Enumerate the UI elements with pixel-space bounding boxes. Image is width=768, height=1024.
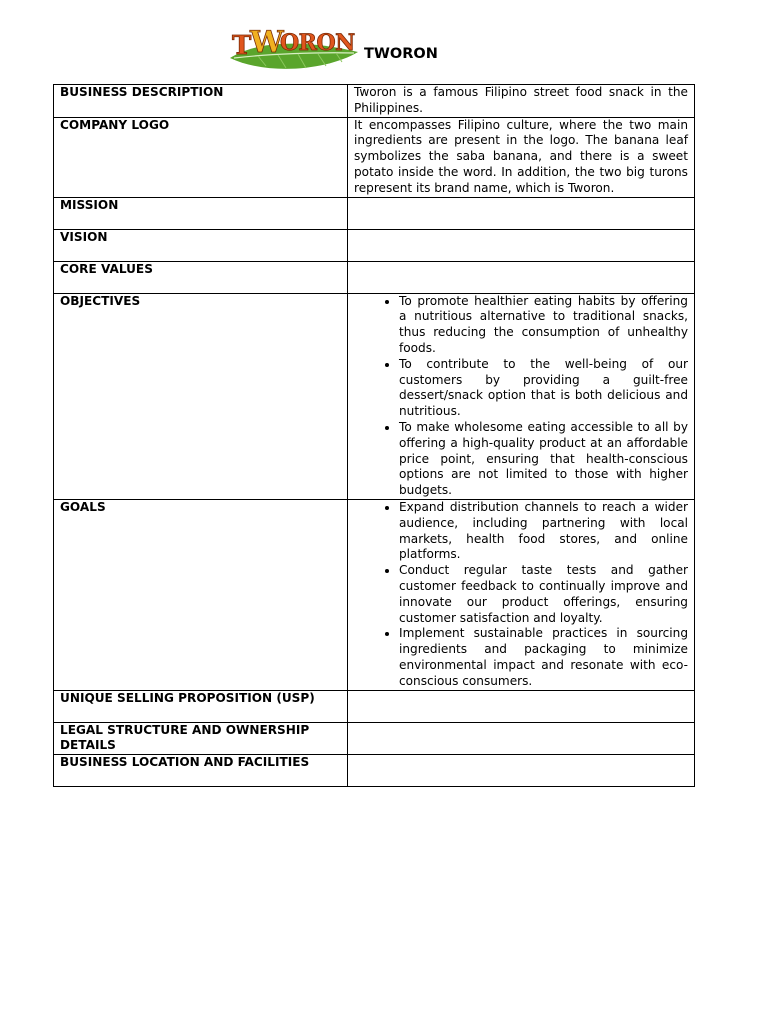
table-row xyxy=(54,755,695,787)
goals-list xyxy=(354,500,688,690)
list-item: • To make wholesome eating accessible to all by offering a high-quality product at an affordable price point, ensuring that health-conscious options are not limited to those with higher budgets. xyxy=(399,420,688,499)
tworon-logo xyxy=(228,14,360,76)
document-header xyxy=(0,0,768,84)
legal-structure-value xyxy=(348,722,695,755)
table-row xyxy=(54,117,695,197)
row-value xyxy=(348,85,695,118)
objectives-list xyxy=(354,294,688,499)
row-label: MISSION xyxy=(54,197,348,229)
table-row xyxy=(54,722,695,755)
svg-text:ORON: ORON xyxy=(280,30,355,56)
svg-text:T: T xyxy=(232,31,251,61)
vision-value xyxy=(348,229,695,261)
list-item: • Conduct regular taste tests and gather customer feedback to continually improve and innovate our product offerings, ensuring customer satisfaction and loyalty. xyxy=(399,563,688,626)
list-item: • Expand distribution channels to reach a wider audience, including partnering with local markets, health food stores, and online platforms. xyxy=(399,500,688,563)
business-description-text: Tworon is a famous Filipino street food snack in the Philippines. xyxy=(354,85,688,115)
row-label: BUSINESS DESCRIPTION xyxy=(54,85,348,118)
svg-text:W: W xyxy=(250,25,284,60)
banana-leaf-logo-icon xyxy=(228,14,360,76)
location-value xyxy=(348,755,695,787)
list-item: • Implement sustainable practices in sourcing ingredients and packaging to minimize environmental impact and resonate with eco-conscious consumers. xyxy=(399,626,688,689)
mission-value xyxy=(348,197,695,229)
table-row xyxy=(54,499,695,690)
row-label: COMPANY LOGO xyxy=(54,117,348,197)
table-row xyxy=(54,690,695,722)
row-label: UNIQUE SELLING PROPOSITION (USP) xyxy=(54,690,348,722)
core-values-value xyxy=(348,261,695,293)
list-item: • To promote healthier eating habits by offering a nutritious alternative to traditional snacks, thus reducing the consumption of unhealthy foods. xyxy=(399,294,688,357)
row-label: OBJECTIVES xyxy=(54,293,348,499)
table-row xyxy=(54,261,695,293)
table-row xyxy=(54,293,695,499)
usp-value xyxy=(348,690,695,722)
table-row xyxy=(54,229,695,261)
row-value xyxy=(348,117,695,197)
business-plan-table xyxy=(53,84,695,787)
row-label: GOALS xyxy=(54,499,348,690)
row-value xyxy=(348,293,695,499)
table-row xyxy=(54,85,695,118)
row-label: BUSINESS LOCATION AND FACILITIES xyxy=(54,755,348,787)
table-row xyxy=(54,197,695,229)
row-label: VISION xyxy=(54,229,348,261)
list-item: • To contribute to the well-being of our customers by providing a guilt-free dessert/snack option that is both delicious and nutritious. xyxy=(399,357,688,420)
company-logo-text: It encompasses Filipino culture, where the two main ingredients are present in the logo. The banana leaf symbolizes the saba banana, and there is a sweet potato inside the word. In addition, the two big turons represent its brand name, which is Tworon. xyxy=(354,117,688,195)
row-value xyxy=(348,499,695,690)
row-label: LEGAL STRUCTURE AND OWNERSHIP DETAILS xyxy=(54,722,348,755)
page-title: TWORON xyxy=(364,46,438,62)
row-label: CORE VALUES xyxy=(54,261,348,293)
